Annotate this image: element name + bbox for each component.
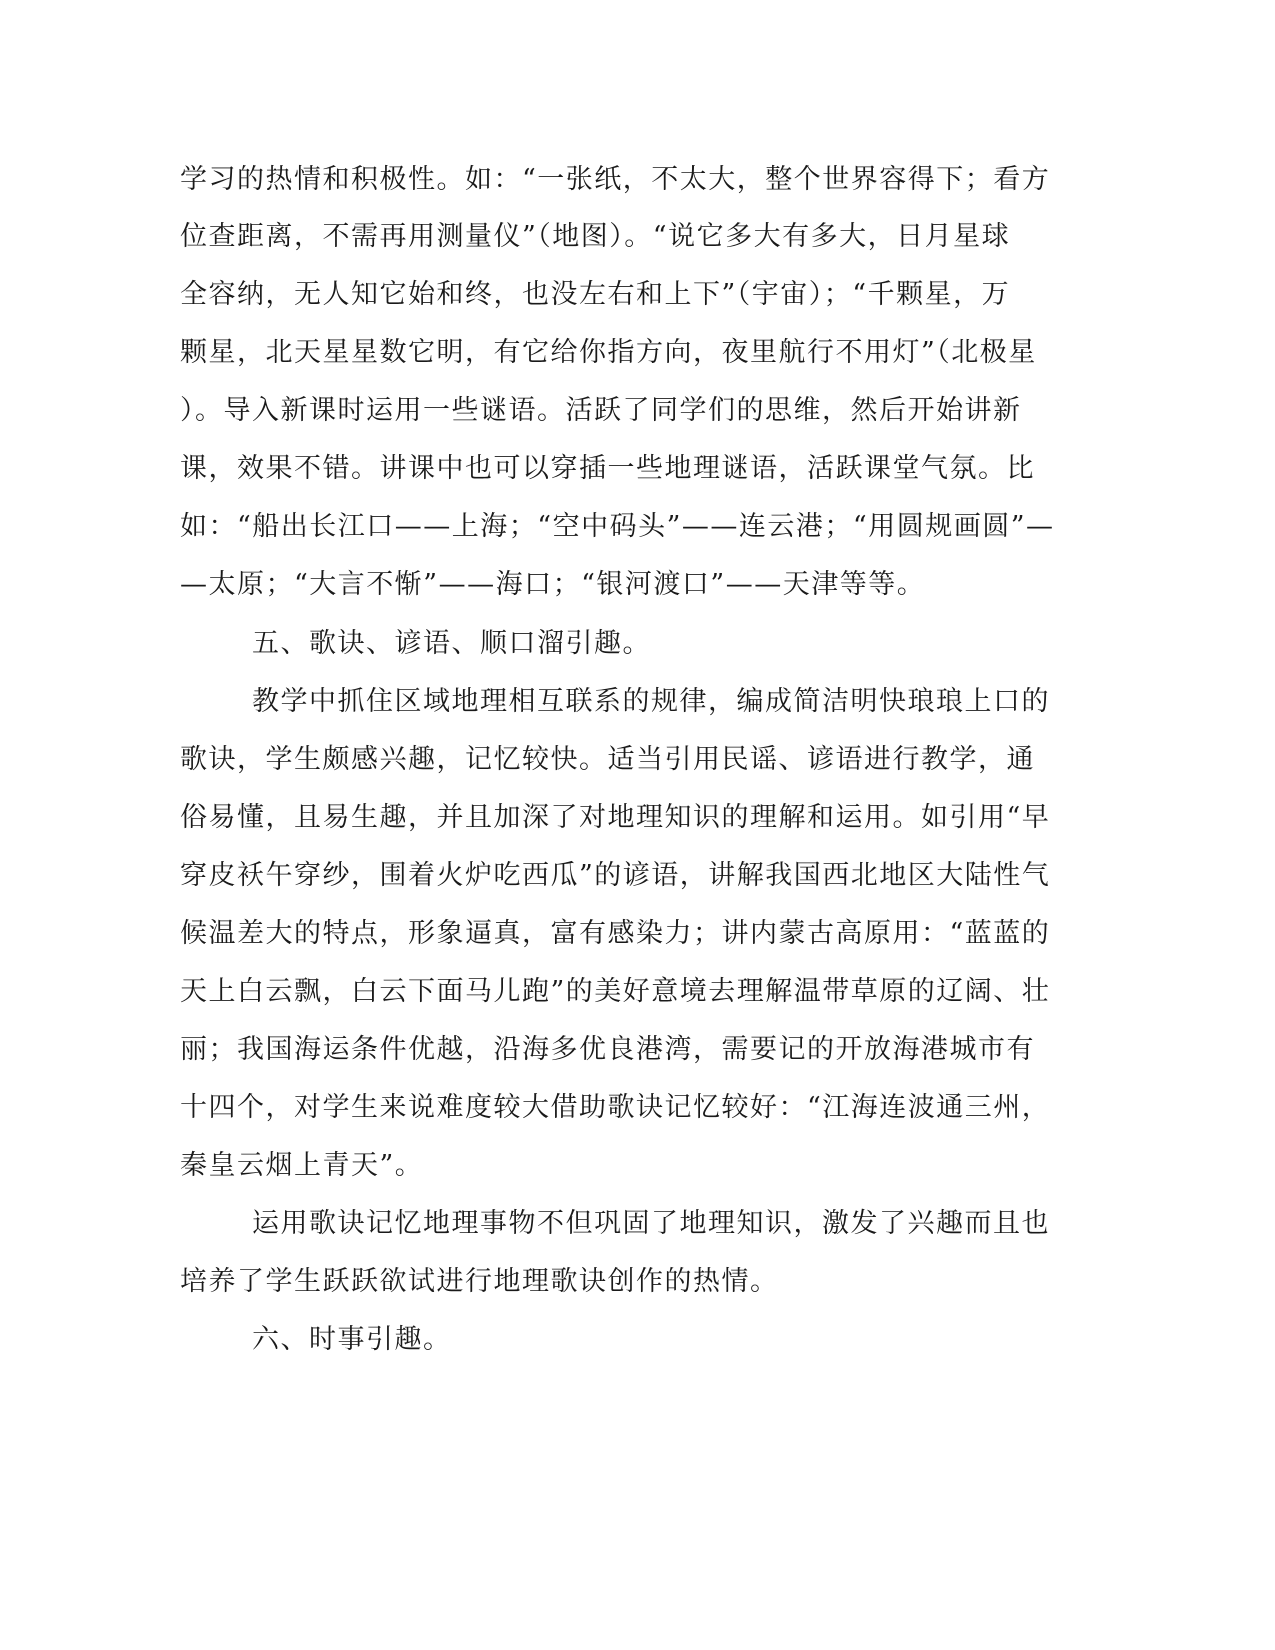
text-line: 颗星，北天星星数它明，有它给你指方向，夜里航行不用灯”（北极星 bbox=[180, 337, 1037, 368]
text-line: 俗易懂，且易生趣，并且加深了对地理知识的理解和运用。如引用“早 bbox=[180, 802, 1051, 833]
text-line: 学习的热情和积极性。如：“一张纸，不太大，整个世界容得下；看方 bbox=[180, 164, 1051, 195]
text-line: 培养了学生跃跃欲试进行地理歌诀创作的热情。 bbox=[180, 1266, 779, 1297]
text-line: 课，效果不错。讲课中也可以穿插一些地理谜语，活跃课堂气氛。比 bbox=[180, 453, 1035, 484]
text-line: 如：“船出长江口——上海；“空中码头”——连云港；“用圆规画圆”— bbox=[180, 511, 1055, 542]
section-heading: 六、时事引趣。 bbox=[252, 1324, 452, 1355]
text-line: 丽；我国海运条件优越，沿海多优良港湾，需要记的开放海港城市有 bbox=[180, 1034, 1035, 1065]
text-line: 歌诀，学生颇感兴趣，记忆较快。适当引用民谣、谚语进行教学，通 bbox=[180, 744, 1035, 775]
text-line: 候温差大的特点，形象逼真，富有感染力；讲内蒙古高原用：“蓝蓝的 bbox=[180, 918, 1051, 949]
text-line: —太原；“大言不惭”——海口；“银河渡口”——天津等等。 bbox=[180, 569, 926, 600]
text-line: 全容纳，无人知它始和终，也没左右和上下”（宇宙）；“千颗星，万 bbox=[180, 279, 1011, 310]
text-line: 位查距离，不需再用测量仪”（地图）。“说它多大有多大，日月星球 bbox=[180, 221, 1011, 252]
text-line: 穿皮袄午穿纱，围着火炉吃西瓜”的谚语，讲解我国西北地区大陆性气 bbox=[180, 860, 1051, 891]
section-heading: 五、歌诀、谚语、顺口溜引趣。 bbox=[252, 628, 651, 659]
text-line: 秦皇云烟上青天”。 bbox=[180, 1150, 424, 1181]
paragraph-start: 运用歌诀记忆地理事物不但巩固了地理知识，激发了兴趣而且也 bbox=[252, 1208, 1050, 1239]
text-line: 十四个，对学生来说难度较大借助歌诀记忆较好：“江海连波通三州， bbox=[180, 1092, 1051, 1123]
paragraph-start: 教学中抓住区域地理相互联系的规律，编成简洁明快琅琅上口的 bbox=[252, 686, 1050, 717]
text-line: ）。导入新课时运用一些谜语。活跃了同学们的思维，然后开始讲新 bbox=[180, 395, 1022, 426]
text-line: 天上白云飘，白云下面马儿跑”的美好意境去理解温带草原的辽阔、壮 bbox=[180, 976, 1051, 1007]
